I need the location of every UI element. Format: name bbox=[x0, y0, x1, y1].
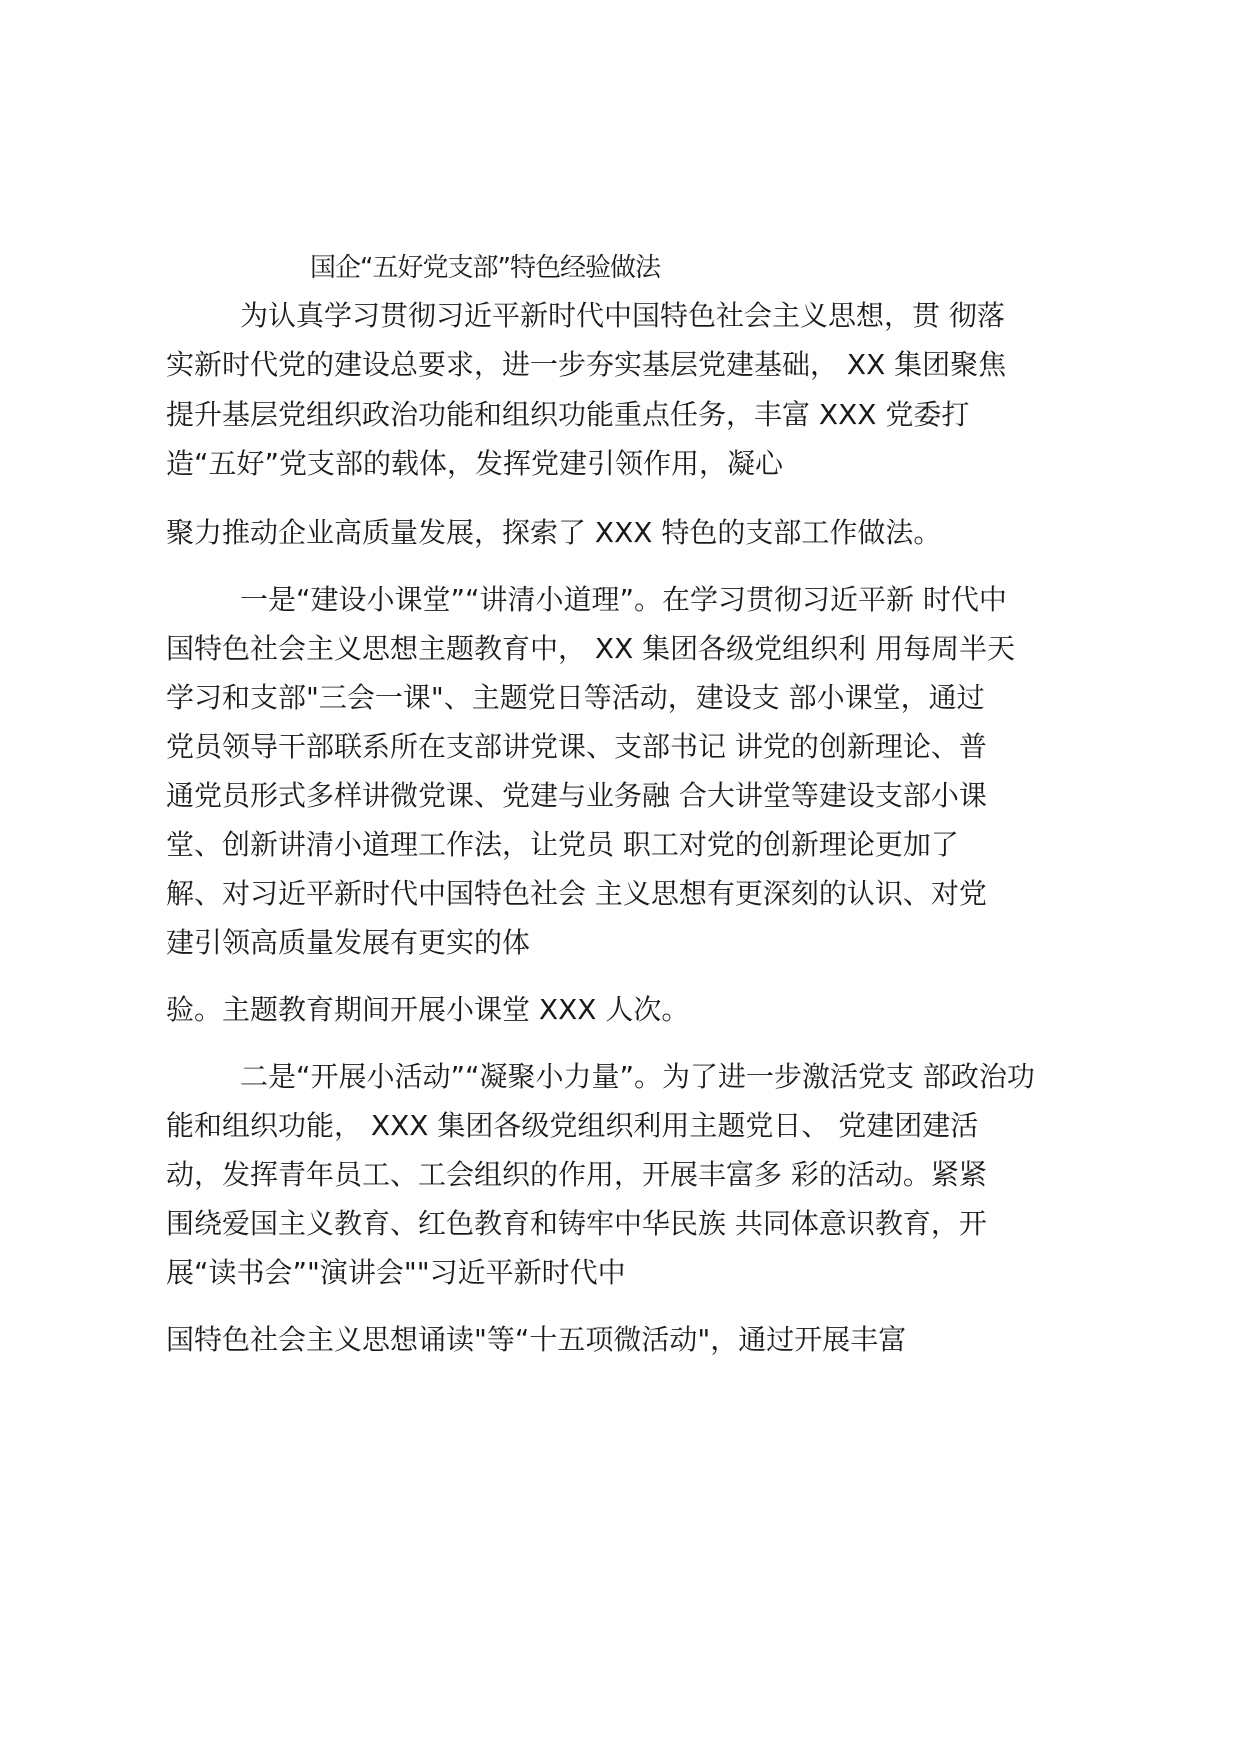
paragraph-line: 提升基层党组织政治功能和组织功能重点任务，丰富 XXX 党委打 bbox=[166, 398, 970, 431]
paragraph-line: 为认真学习贯彻习近平新时代中国特色社会主义思想，贯 彻落 bbox=[240, 299, 1005, 332]
paragraph-line: 堂、创新讲清小道理工作法，让党员 职工对党的创新理论更加了 bbox=[166, 828, 959, 861]
paragraph-line: 建引领高质量发展有更实的体 bbox=[166, 926, 531, 959]
paragraph-line: 验。主题教育期间开展小课堂 XXX 人次。 bbox=[166, 993, 690, 1026]
paragraph-line: 聚力推动企业高质量发展，探索了 XXX 特色的支部工作做法。 bbox=[166, 516, 942, 549]
document-title: 国企“五好党支部”特色经验做法 bbox=[310, 253, 660, 283]
paragraph-line: 二是“开展小活动”“凝聚小力量”。为了进一步激活党支 部政治功 bbox=[240, 1060, 1035, 1093]
paragraph-line: 造“五好”党支部的载体，发挥党建引领作用，凝心 bbox=[166, 447, 784, 480]
paragraph-line: 围绕爱国主义教育、红色教育和铸牢中华民族 共同体意识教育，开 bbox=[166, 1207, 987, 1240]
paragraph-line: 通党员形式多样讲微党课、党建与业务融 合大讲堂等建设支部小课 bbox=[166, 779, 987, 812]
paragraph-line: 实新时代党的建设总要求，进一步夯实基层党建基础， XX 集团聚焦 bbox=[166, 348, 1007, 381]
paragraph-line: 国特色社会主义思想诵读"等“十五项微活动"，通过开展丰富 bbox=[166, 1323, 907, 1356]
paragraph-line: 国特色社会主义思想主题教育中， XX 集团各级党组织利 用每周半天 bbox=[166, 632, 1016, 665]
paragraph-line: 解、对习近平新时代中国特色社会 主义思想有更深刻的认识、对党 bbox=[166, 877, 987, 910]
paragraph-line: 能和组织功能， XXX 集团各级党组织利用主题党日、 党建团建活 bbox=[166, 1109, 979, 1142]
paragraph-line: 学习和支部"三会一课"、主题党日等活动，建设支 部小课堂，通过 bbox=[166, 681, 985, 714]
paragraph-line: 动，发挥青年员工、工会组织的作用，开展丰富多 彩的活动。紧紧 bbox=[166, 1158, 987, 1191]
paragraph-line: 展“读书会”"演讲会""习近平新时代中 bbox=[166, 1256, 626, 1289]
paragraph-line: 一是“建设小课堂”“讲清小道理”。在学习贯彻习近平新 时代中 bbox=[240, 583, 1007, 616]
paragraph-line: 党员领导干部联系所在支部讲党课、支部书记 讲党的创新理论、普 bbox=[166, 730, 987, 763]
